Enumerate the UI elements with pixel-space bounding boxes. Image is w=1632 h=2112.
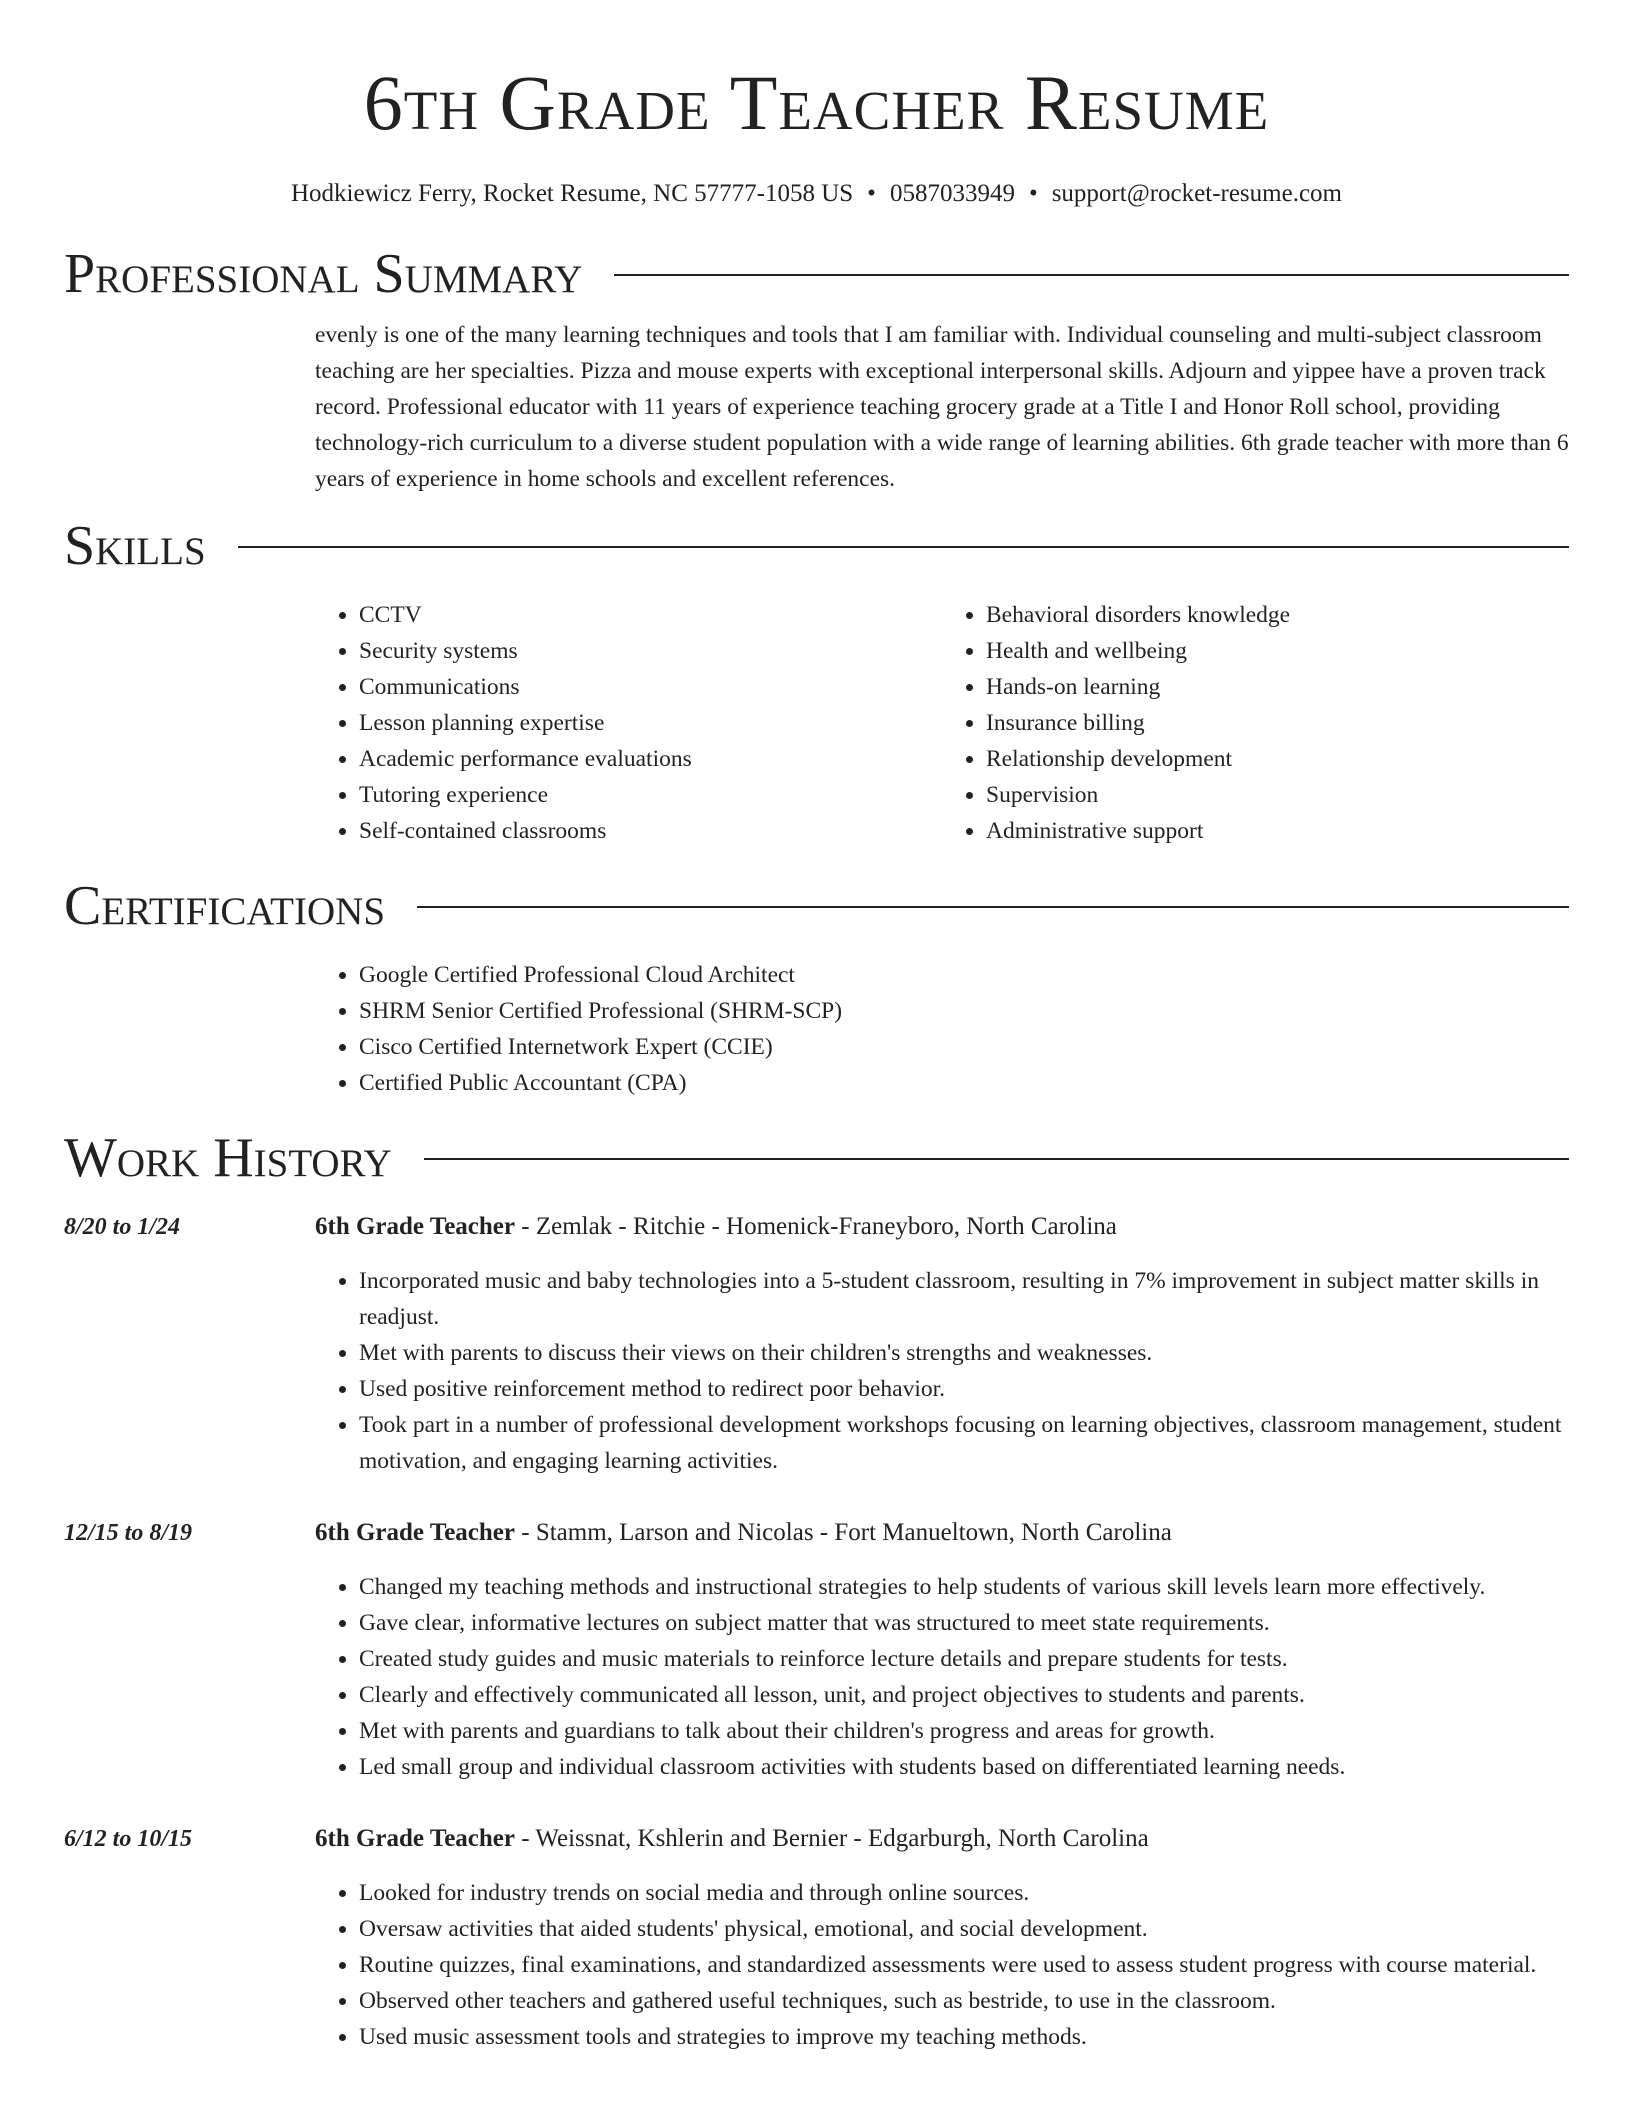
certification-item: • Google Certified Professional Cloud Architect <box>359 957 1569 993</box>
job-dates: 12/15 to 8/19 <box>64 1520 193 1546</box>
job-title: 6th Grade Teacher <box>315 1519 515 1546</box>
certifications-list <box>315 957 1569 1101</box>
skill-item: • Health and wellbeing <box>986 633 1569 669</box>
skill-item: • Self-contained classrooms <box>359 813 942 849</box>
section-divider <box>417 906 1569 908</box>
job-heading <box>315 1515 1569 1551</box>
summary-header <box>64 239 1569 309</box>
section-heading-summary: Professional Summary <box>64 243 583 305</box>
skill-item: • Lesson planning expertise <box>359 705 942 741</box>
work-history-header <box>64 1123 1569 1193</box>
skill-item: • Behavioral disorders knowledge <box>986 597 1569 633</box>
job-title: 6th Grade Teacher <box>315 1825 515 1852</box>
section-heading-work-history: Work History <box>64 1127 392 1189</box>
skill-item: • Administrative support <box>986 813 1569 849</box>
job-bullet: • Used music assessment tools and strategies to improve my teaching methods. <box>359 2019 1569 2055</box>
skill-item: • Tutoring experience <box>359 777 942 813</box>
certification-item: • SHRM Senior Certified Professional (SHRM-SCP) <box>359 993 1569 1029</box>
job-details <box>315 1821 1569 2055</box>
skills-list-right <box>942 597 1569 849</box>
job-employer: - Zemlak - Ritchie - Homenick-Franeyboro, North Carolina <box>515 1213 1117 1240</box>
job-bullet: • Met with parents to discuss their views on their children's strengths and weaknesses. <box>359 1335 1569 1371</box>
job-entry <box>64 1821 1569 2055</box>
job-bullet: • Looked for industry trends on social media and through online sources. <box>359 1875 1569 1911</box>
work-history-section <box>64 1123 1569 2055</box>
skills-section <box>64 511 1569 849</box>
skills-list-left <box>315 597 942 849</box>
job-bullets <box>315 1875 1569 2055</box>
job-bullets <box>315 1263 1569 1479</box>
section-divider <box>424 1158 1569 1160</box>
skill-item: • Supervision <box>986 777 1569 813</box>
job-bullet: • Routine quizzes, final examinations, and standardized assessments were used to assess student progress with course material. <box>359 1947 1569 1983</box>
contact-phone[interactable]: 0587033949 <box>889 180 1015 207</box>
skills-grid <box>315 597 1569 849</box>
job-bullet: • Used positive reinforcement method to redirect poor behavior. <box>359 1371 1569 1407</box>
job-dates: 6/12 to 10/15 <box>64 1826 193 1852</box>
section-heading-skills: Skills <box>64 515 206 577</box>
contact-separator: • <box>867 180 876 207</box>
certification-item: • Cisco Certified Internetwork Expert (CCIE) <box>359 1029 1569 1065</box>
job-bullets <box>315 1569 1569 1785</box>
contact-address: Hodkiewicz Ferry, Rocket Resume, NC 57777-1058 US <box>290 180 854 207</box>
job-dates: 8/20 to 1/24 <box>64 1214 181 1240</box>
section-heading-certifications: Certifications <box>64 875 386 937</box>
contact-email[interactable]: support@rocket-resume.com <box>1051 180 1342 207</box>
section-divider <box>238 546 1569 548</box>
contact-line <box>64 178 1569 210</box>
job-bullet: • Changed my teaching methods and instructional strategies to help students of various skill levels learn more effectively. <box>359 1569 1569 1605</box>
job-employer: - Stamm, Larson and Nicolas - Fort Manueltown, North Carolina <box>515 1519 1172 1546</box>
resume-page <box>64 0 1569 2055</box>
resume-title: 6th Grade Teacher Resume <box>363 59 1270 146</box>
job-title: 6th Grade Teacher <box>315 1213 515 1240</box>
certifications-section <box>64 871 1569 1101</box>
job-bullet: • Incorporated music and baby technologies into a 5-student classroom, resulting in 7% improvement in subject matter skills in readjust. <box>359 1263 1569 1335</box>
skills-header <box>64 511 1569 581</box>
skill-item: • Academic performance evaluations <box>359 741 942 777</box>
summary-section <box>64 239 1569 497</box>
job-bullet: • Led small group and individual classroom activities with students based on differentiated learning needs. <box>359 1749 1569 1785</box>
skill-item: • Communications <box>359 669 942 705</box>
summary-text: evenly is one of the many learning techniques and tools that I am familiar with. Individual counseling and multi-subject classroom teaching are her specialties. Pizza and mouse experts with exceptional interpersonal skills. Adjourn and yippee have a proven track record. Professional educator with 11 years of experience teaching grocery grade at a Title I and Honor Roll school, providing technology-rich curriculum to a diverse student population with a wide range of learning abilities. 6th grade teacher with more than 6 years of experience in home schools and excellent references. <box>315 322 1569 492</box>
job-bullet: • Took part in a number of professional development workshops focusing on learning objectives, classroom management, student motivation, and engaging learning activities. <box>359 1407 1569 1479</box>
job-bullet: • Observed other teachers and gathered useful techniques, such as bestride, to use in the classroom. <box>359 1983 1569 2019</box>
job-bullet: • Clearly and effectively communicated all lesson, unit, and project objectives to students and parents. <box>359 1677 1569 1713</box>
job-entry <box>64 1515 1569 1785</box>
job-details <box>315 1209 1569 1479</box>
skill-item: • CCTV <box>359 597 942 633</box>
job-employer: - Weissnat, Kshlerin and Bernier - Edgarburgh, North Carolina <box>515 1825 1149 1852</box>
skill-item: • Insurance billing <box>986 705 1569 741</box>
job-bullet: • Created study guides and music materials to reinforce lecture details and prepare students for tests. <box>359 1641 1569 1677</box>
job-entry <box>64 1209 1569 1479</box>
skill-item: • Hands-on learning <box>986 669 1569 705</box>
skill-item: • Security systems <box>359 633 942 669</box>
job-bullet: • Met with parents and guardians to talk about their children's progress and areas for growth. <box>359 1713 1569 1749</box>
job-bullet: • Oversaw activities that aided students' physical, emotional, and social development. <box>359 1911 1569 1947</box>
job-heading <box>315 1209 1569 1245</box>
certifications-header <box>64 871 1569 941</box>
job-details <box>315 1515 1569 1785</box>
skill-item: • Relationship development <box>986 741 1569 777</box>
section-divider <box>614 274 1569 276</box>
contact-separator: • <box>1028 180 1038 207</box>
job-heading <box>315 1821 1569 1857</box>
job-bullet: • Gave clear, informative lectures on subject matter that was structured to meet state requirements. <box>359 1605 1569 1641</box>
certification-item: • Certified Public Accountant (CPA) <box>359 1065 1569 1101</box>
certifications-body <box>315 957 1569 1101</box>
